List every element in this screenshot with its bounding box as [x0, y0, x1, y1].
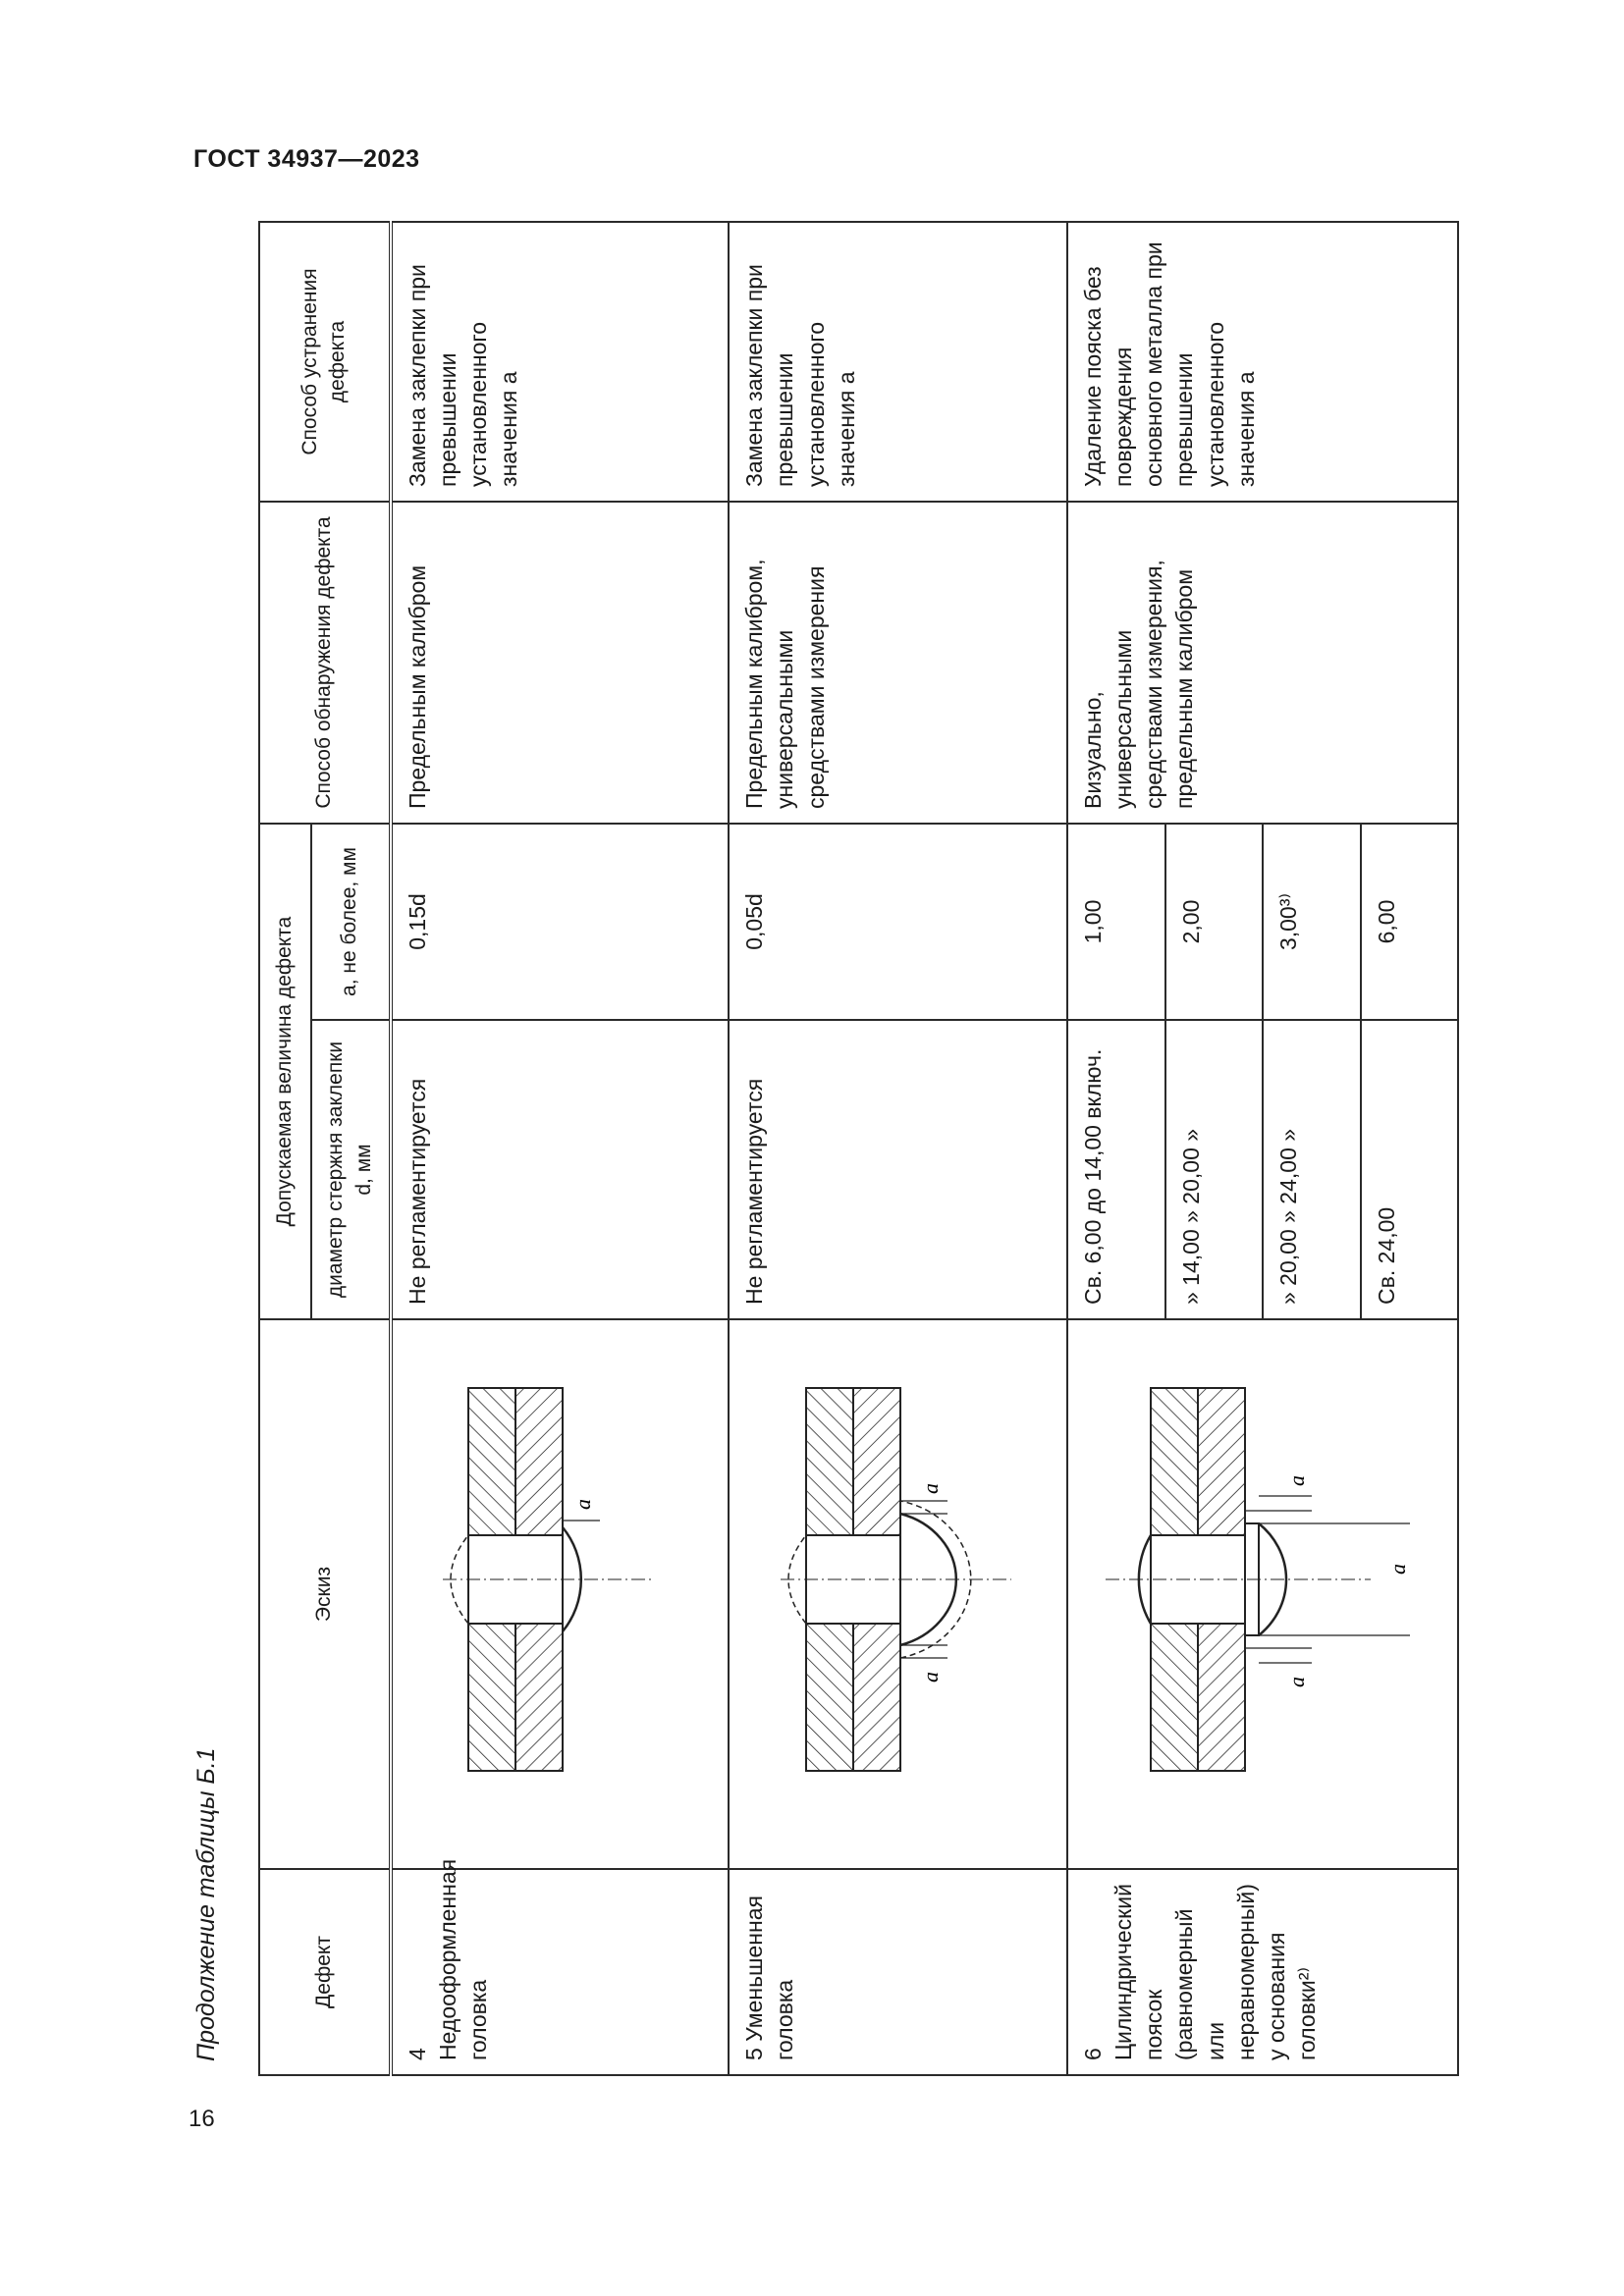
label-a: a	[569, 1499, 595, 1510]
document-header: ГОСТ 34937—2023	[193, 145, 420, 173]
row6-defect: 6 Цилиндрический поясок (равномерный или неравномерный) у основания головки²⁾	[1067, 1869, 1458, 2075]
row6-remedy: Удаление пояска без повреждения основного металла при превышении установленного значения a	[1067, 222, 1458, 502]
rotated-table-container	[258, 223, 1459, 2076]
header-allowed: Допускаемая величина дефекта	[259, 824, 311, 1319]
row5-a: 0,05d	[729, 824, 1067, 1020]
table-row	[391, 222, 730, 2075]
defects-table	[258, 221, 1459, 2076]
page-number: 16	[189, 2106, 215, 2132]
header-sketch: Эскиз	[259, 1319, 391, 1869]
row5-remedy: Замена заклепки при превышении установленного значения a	[729, 222, 1067, 502]
label-a-top: a	[917, 1483, 943, 1494]
row4-a: 0,15d	[391, 824, 730, 1020]
row6-a-1: 1,00	[1067, 824, 1164, 1020]
header-diameter: диаметр стержня заклепки d, мм	[311, 1020, 391, 1319]
row4-diameter: Не регламентируется	[391, 1020, 730, 1319]
header-detection: Способ обнаружения дефекта	[259, 502, 391, 824]
row6-a-2: 2,00	[1165, 824, 1263, 1020]
row6-a-3: 3,00³⁾	[1263, 824, 1360, 1020]
row5-diameter: Не регламентируется	[729, 1020, 1067, 1319]
row6-a-4: 6,00	[1361, 824, 1458, 1020]
row4-defect: 4 Недооформленная головка	[391, 1869, 730, 2075]
row6-diameter-1: Св. 6,00 до 14,00 включ.	[1067, 1020, 1164, 1319]
table-caption: Продолжение таблицы Б.1	[192, 1747, 220, 2061]
row6-detection: Визуально, универсальными средствами измерения, предельным калибром	[1067, 502, 1458, 824]
row5-detection: Предельным калибром, универсальными средствами измерения	[729, 502, 1067, 824]
label-a-2: a	[1284, 1677, 1310, 1687]
rivet-head-underformed-sketch	[404, 1329, 718, 1859]
header-a-max: a, не более, мм	[311, 824, 391, 1020]
row4-detection: Предельным калибром	[391, 502, 730, 824]
row6-diameter-4: Св. 24,00	[1361, 1020, 1458, 1319]
label-a-1: a	[1284, 1475, 1310, 1486]
rivet-head-reduced-sketch	[741, 1329, 1056, 1859]
rivet-cylindrical-band-sketch	[1086, 1329, 1439, 1859]
header-remedy: Способ устранения дефекта	[259, 222, 391, 502]
table-row	[729, 222, 1067, 2075]
table-row	[1067, 222, 1164, 2075]
row6-sketch	[1067, 1319, 1458, 1869]
row5-sketch	[729, 1319, 1067, 1869]
label-a-bottom: a	[917, 1672, 943, 1682]
row4-sketch	[391, 1319, 730, 1869]
row4-remedy: Замена заклепки при превышении установленного значения a	[391, 222, 730, 502]
label-a-3: a	[1385, 1564, 1411, 1575]
row6-diameter-2: » 14,00 » 20,00 »	[1165, 1020, 1263, 1319]
header-defect: Дефект	[259, 1869, 391, 2075]
row5-defect: 5 Уменьшенная головка	[729, 1869, 1067, 2075]
row6-diameter-3: » 20,00 » 24,00 »	[1263, 1020, 1360, 1319]
